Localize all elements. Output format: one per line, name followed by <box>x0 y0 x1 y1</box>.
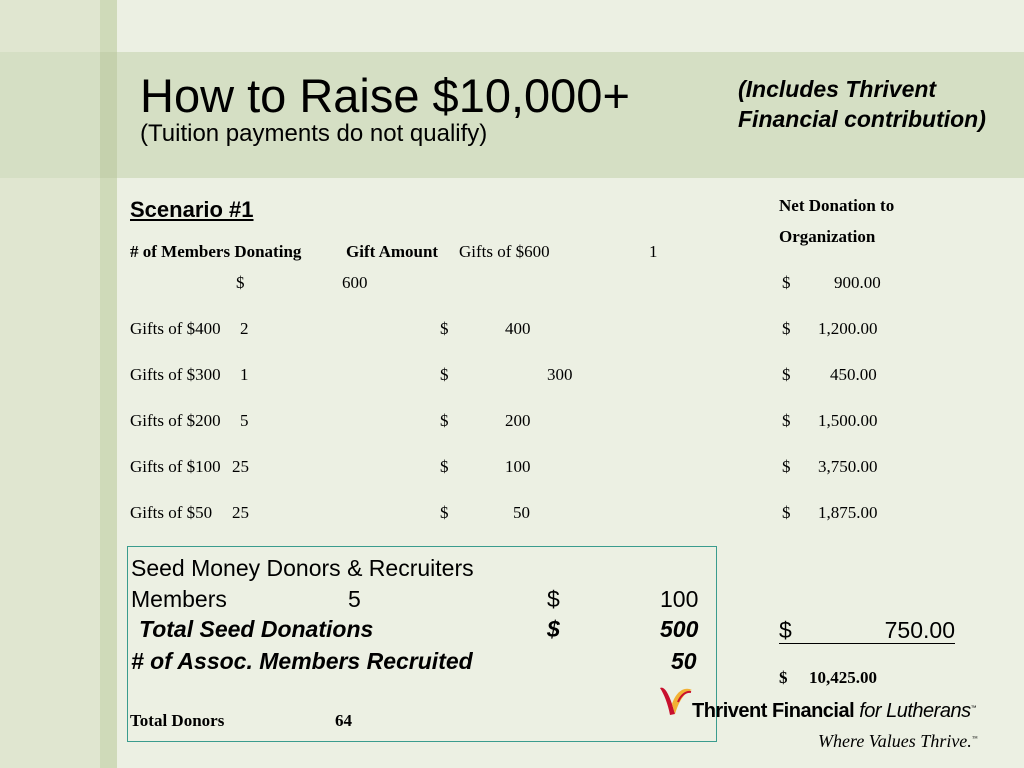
seed-members-label: Members <box>131 586 227 612</box>
row-net-currency: $ <box>782 503 791 522</box>
row-members: 5 <box>240 411 249 430</box>
total-donors-label: Total Donors <box>130 711 225 730</box>
seed-total-amount: 500 <box>660 616 699 642</box>
col-header-net-line1: Net Donation to <box>779 196 895 215</box>
row-currency: $ <box>440 457 449 476</box>
scenario-label: Scenario #1 <box>130 197 254 222</box>
seed-recruited-label: # of Assoc. Members Recruited <box>131 648 473 674</box>
row-net: 1,500.00 <box>818 411 878 430</box>
brand-tm: ™ <box>970 705 977 712</box>
row-net-currency: $ <box>782 319 791 338</box>
row-label: Gifts of $400 <box>130 319 221 338</box>
seed-net-amount: 750.00 <box>884 617 955 643</box>
row-net: 1,875.00 <box>818 503 878 522</box>
seed-net-currency: $ <box>779 617 792 643</box>
row-net: 3,750.00 <box>818 457 878 476</box>
brand-tagline-text: Where Values Thrive. <box>818 731 972 751</box>
brand-name-bold: Thrivent Financial <box>692 700 855 722</box>
row-amount: 100 <box>505 457 531 476</box>
row-label: Gifts of $50 <box>130 503 213 522</box>
seed-total-currency: $ <box>547 616 560 642</box>
contribution-note-line2: Financial contribution) <box>738 106 986 132</box>
row-members: 25 <box>232 503 249 522</box>
row-label: Gifts of $100 <box>130 457 221 476</box>
seed-total-label: Total Seed Donations <box>139 616 374 642</box>
brand-tagline <box>818 731 978 752</box>
seed-members-count: 5 <box>348 586 361 612</box>
brand-tagline-tm: ™ <box>971 736 978 742</box>
row-amount: 50 <box>513 503 530 522</box>
row-amount: 400 <box>505 319 531 338</box>
row-currency: $ <box>236 273 245 292</box>
page-title: How to Raise $10,000+ <box>140 69 630 122</box>
row-members: 1 <box>240 365 249 384</box>
row-amount: 600 <box>342 273 368 292</box>
contribution-note-line1: (Includes Thrivent <box>738 76 937 102</box>
brand-name-rest: for Lutherans <box>859 700 971 722</box>
row-currency: $ <box>440 319 449 338</box>
row-net: 450.00 <box>830 365 877 384</box>
col-header-members: # of Members Donating <box>130 242 302 261</box>
col-header-net-line2: Organization <box>779 227 876 246</box>
grand-total: 10,425.00 <box>809 668 877 687</box>
total-donors-count: 64 <box>335 711 352 730</box>
row-label: Gifts of $600 <box>459 242 550 261</box>
row-net-currency: $ <box>782 411 791 430</box>
seed-members-currency: $ <box>547 586 560 612</box>
row-net-currency: $ <box>782 457 791 476</box>
row-amount: 300 <box>547 365 573 384</box>
row-net-currency: $ <box>782 365 791 384</box>
row-currency: $ <box>440 411 449 430</box>
row-members: 2 <box>240 319 249 338</box>
seed-members-amount: 100 <box>660 586 699 612</box>
row-label: Gifts of $300 <box>130 365 221 384</box>
row-currency: $ <box>440 365 449 384</box>
brand-name <box>692 700 976 723</box>
row-net: 900.00 <box>834 273 881 292</box>
col-header-gift: Gift Amount <box>346 242 439 261</box>
row-currency: $ <box>440 503 449 522</box>
row-amount: 200 <box>505 411 531 430</box>
row-members: 1 <box>649 242 658 261</box>
grand-total-currency: $ <box>779 668 788 687</box>
seed-heading: Seed Money Donors & Recruiters <box>131 555 474 581</box>
row-net-currency: $ <box>782 273 791 292</box>
seed-net-donation <box>779 617 955 644</box>
row-label: Gifts of $200 <box>130 411 221 430</box>
page-subtitle: (Tuition payments do not qualify) <box>140 120 488 147</box>
seed-recruited-count: 50 <box>671 648 697 674</box>
row-net: 1,200.00 <box>818 319 878 338</box>
row-members: 25 <box>232 457 249 476</box>
thrivent-logo-icon <box>658 684 694 718</box>
